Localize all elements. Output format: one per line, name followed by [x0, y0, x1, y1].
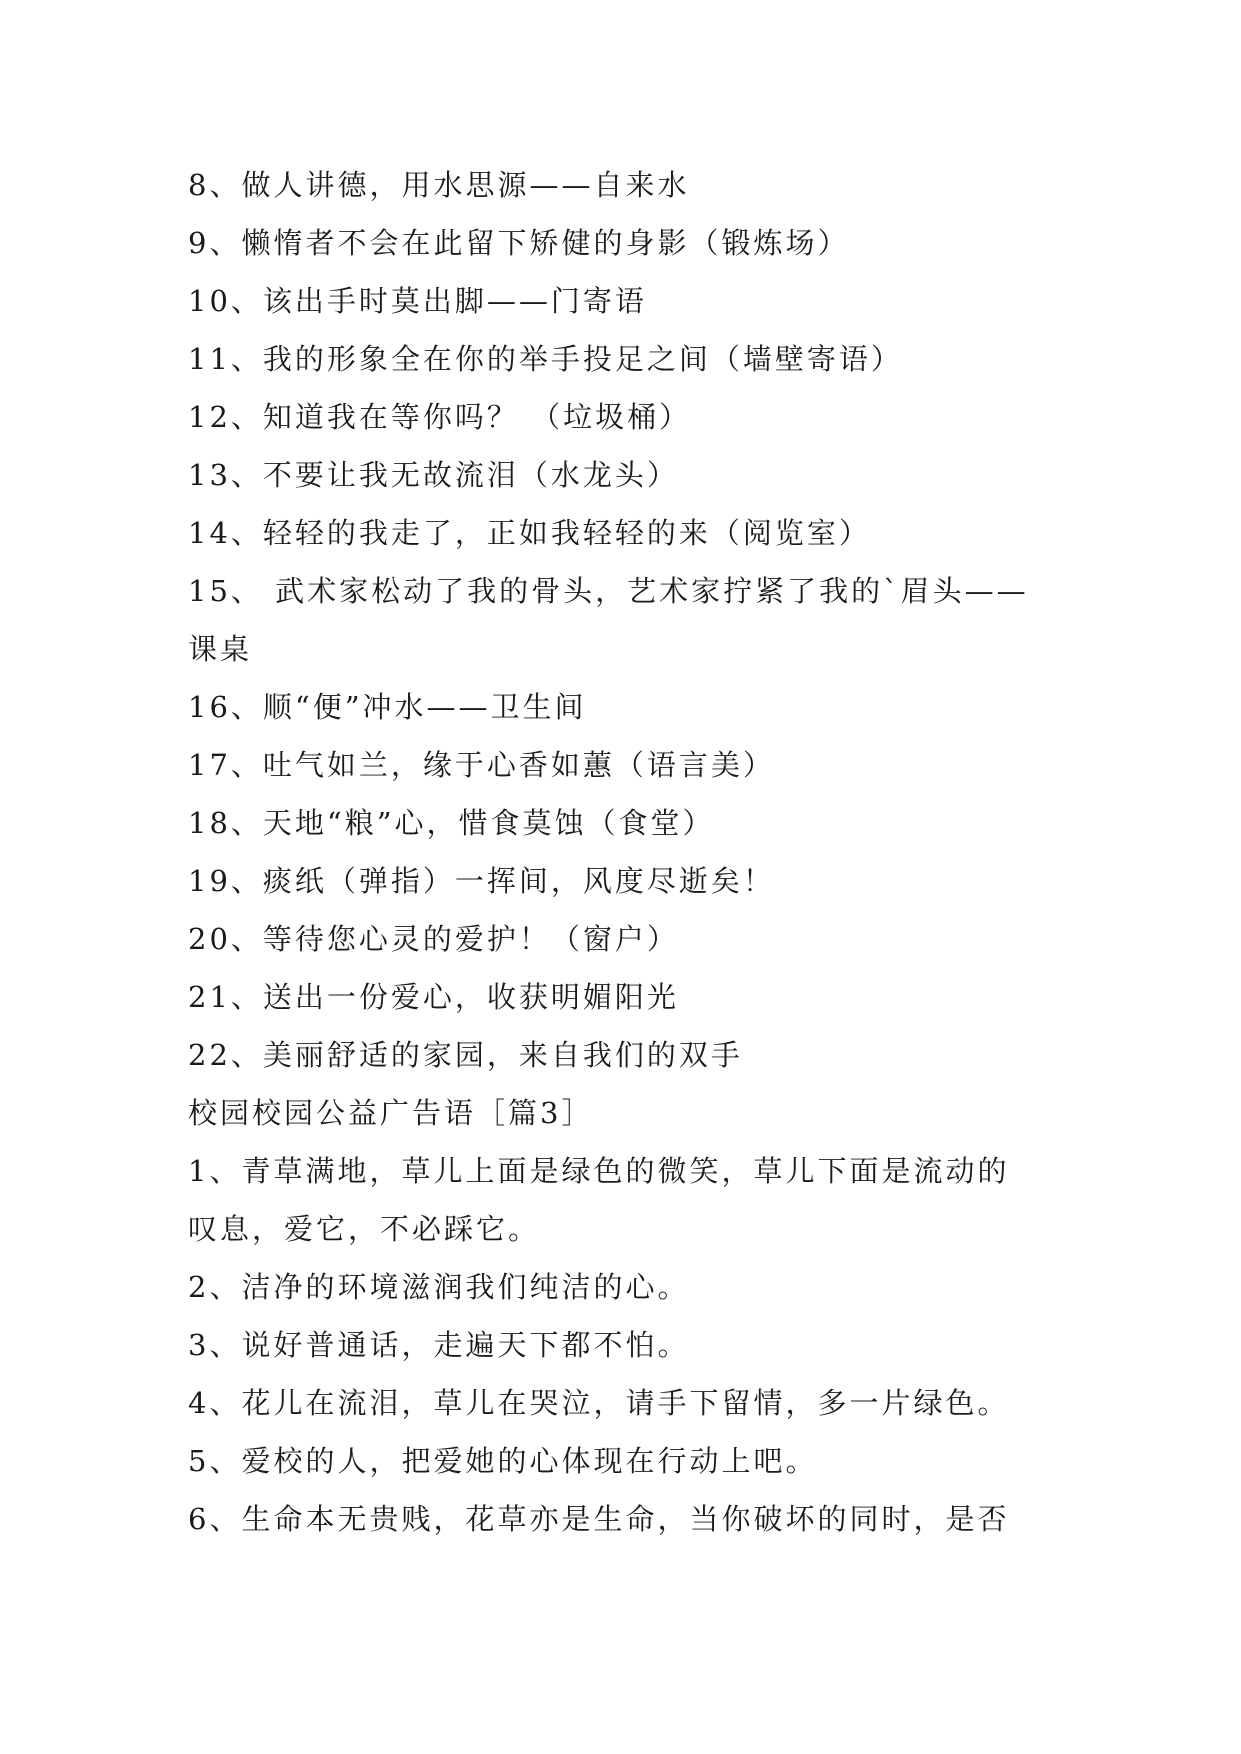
text-line: 22、美丽舒适的家园，来自我们的双手	[188, 1038, 743, 1072]
text-line: 21、送出一份爱心，收获明媚阳光	[188, 980, 679, 1014]
document-body	[188, 156, 1068, 1548]
text-line: 14、轻轻的我走了，正如我轻轻的来（阅览室）	[188, 516, 871, 550]
text-line: 16、顺“便”冲水——卫生间	[188, 690, 587, 724]
text-line: 19、痰纸（弹指）一挥间，风度尽逝矣！	[188, 864, 775, 898]
text-line: 20、等待您心灵的爱护！（窗户）	[188, 922, 679, 956]
text-line: 1、青草满地，草儿上面是绿色的微笑，草儿下面是流动的	[188, 1154, 1010, 1188]
text-line: 12、知道我在等你吗？ （垃圾桶）	[188, 400, 692, 434]
text-line: 10、该出手时莫出脚——门寄语	[188, 284, 647, 318]
text-line: 3、说好普通话，走遍天下都不怕。	[188, 1328, 690, 1362]
text-line: 叹息，爱它，不必踩它。	[188, 1212, 541, 1246]
text-line: 15、 武术家松动了我的骨头，艺术家拧紧了我的`眉头——	[188, 574, 1029, 608]
text-line: 11、我的形象全在你的举手投足之间（墙壁寄语）	[188, 342, 903, 376]
text-line: 9、懒惰者不会在此留下矫健的身影（锻炼场）	[188, 226, 850, 260]
text-line: 5、爱校的人，把爱她的心体现在行动上吧。	[188, 1444, 818, 1478]
text-line: 4、花儿在流泪，草儿在哭泣，请手下留情，多一片绿色。	[188, 1386, 1010, 1420]
text-line: 课桌	[188, 632, 253, 666]
section-heading: 校园校园公益广告语［篇3］	[188, 1096, 594, 1130]
text-line: 13、不要让我无故流泪（水龙头）	[188, 458, 679, 492]
text-line: 2、洁净的环境滋润我们纯洁的心。	[188, 1270, 690, 1304]
text-line: 8、做人讲德，用水思源——自来水	[188, 168, 690, 202]
text-line: 17、吐气如兰，缘于心香如蕙（语言美）	[188, 748, 775, 782]
text-line: 18、天地“粮”心，惜食莫蚀（食堂）	[188, 806, 715, 840]
text-line: 6、生命本无贵贱，花草亦是生命，当你破坏的同时，是否	[188, 1502, 1010, 1536]
